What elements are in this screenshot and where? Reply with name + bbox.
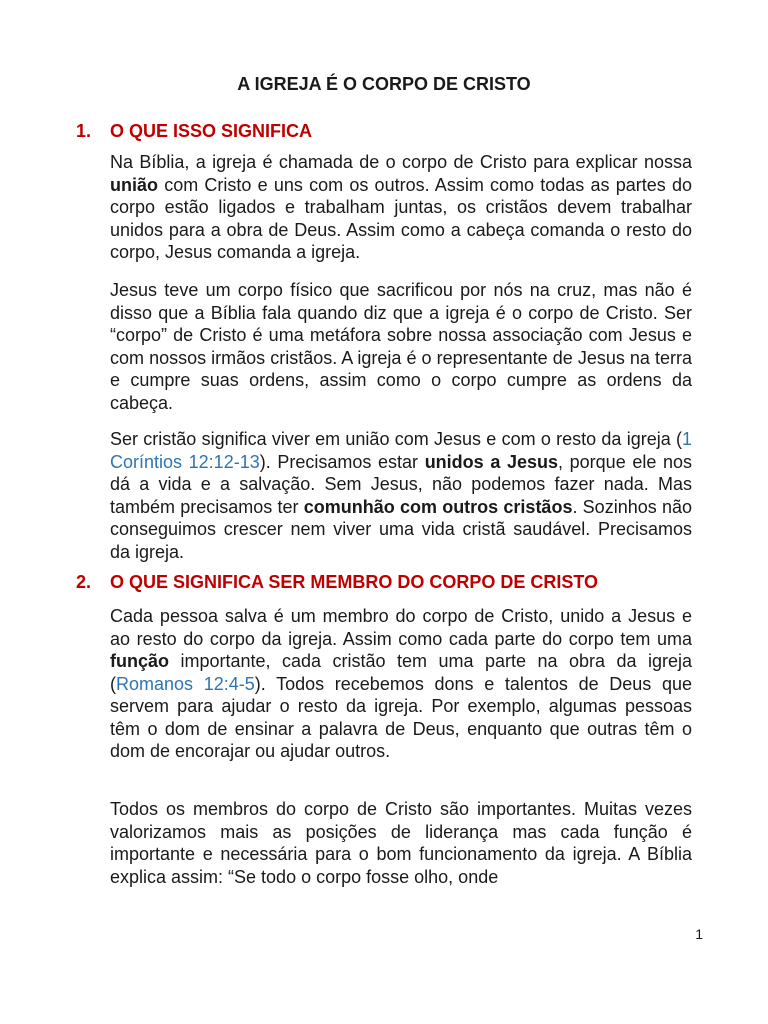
bold-text: comunhão com outros cristãos [303, 496, 573, 517]
paragraph-text: , porque ele nos dá a vida e a salvação. Sem Jesus, não podemos fazer nada. Mas também precisamos ter [110, 451, 693, 517]
bold-text: função [110, 651, 170, 671]
paragraph [110, 279, 692, 414]
section-heading-text: O QUE SIGNIFICA SER MEMBRO DO CORPO DE CRISTO [110, 572, 599, 592]
section-number: 1. [76, 121, 92, 141]
scripture-link[interactable]: Romanos 12:4-5 [116, 673, 255, 694]
page-number: 1 [695, 926, 703, 942]
paragraph-text: Na Bíblia, a igreja é chamada de o corpo de Cristo para explicar nossa [110, 152, 692, 172]
paragraph-text: Ser cristão significa viver em união com Jesus e com o resto da igreja ( [110, 429, 682, 449]
paragraph-text: Cada pessoa salva é um membro do corpo de Cristo, unido a Jesus e ao resto do corpo da igreja. Assim como cada parte do corpo tem uma [110, 606, 692, 649]
paragraph [110, 798, 692, 888]
section-1-heading [76, 121, 312, 142]
bold-text: unidos a Jesus [424, 451, 559, 472]
paragraph [110, 151, 692, 264]
bold-text: união [110, 174, 158, 195]
paragraph-text: Jesus teve um corpo físico que sacrificou por nós na cruz, mas não é disso que a Bíblia fala quando diz que a igreja é o corpo de Cristo. Ser “corpo” de Cristo é uma metáfora sobre nossa associação com Jesus e com nossos irmãos cristãos. A igreja é o representante de Jesus na terra e cumpre suas ordens, assim como o corpo cumpre as ordens da cabeça. [110, 280, 692, 413]
paragraph-text: ). Precisamos estar [259, 451, 425, 472]
paragraph-text: ). Todos recebemos dons e talentos de Deus que servem para ajudar o resto da igreja. Por exemplo, algumas pessoas têm o dom de ensinar a palavra de Deus, enquanto que outras têm o dom de encorajar ou ajudar outros. [110, 673, 692, 761]
scripture-link[interactable]: 1 Coríntios 12:12-13 [110, 429, 692, 472]
section-heading-text: O QUE ISSO SIGNIFICA [110, 121, 313, 141]
paragraph [110, 605, 692, 763]
section-2-heading [76, 572, 598, 593]
page-title: A IGREJA É O CORPO DE CRISTO [237, 74, 531, 94]
paragraph-text: com Cristo e uns com os outros. Assim como todas as partes do corpo estão ligados e trabalham juntas, os cristãos devem trabalhar unidos para a obra de Deus. Assim como a cabeça comanda o resto do corpo, Jesus comanda a igreja. [110, 174, 692, 262]
paragraph [110, 428, 692, 563]
paragraph-text: . Sozinhos não conseguimos crescer nem viver uma vida cristã saudável. Precisamos da igreja. [110, 496, 692, 562]
paragraph-text: importante, cada cristão tem uma parte na obra da igreja ( [110, 651, 692, 694]
paragraph-text: Todos os membros do corpo de Cristo são importantes. Muitas vezes valorizamos mais as posições de liderança mas cada função é importante e necessária para o bom funcionamento da igreja. A Bíblia explica assim: “Se todo o corpo fosse olho, onde [110, 799, 692, 887]
section-number: 2. [76, 572, 92, 592]
